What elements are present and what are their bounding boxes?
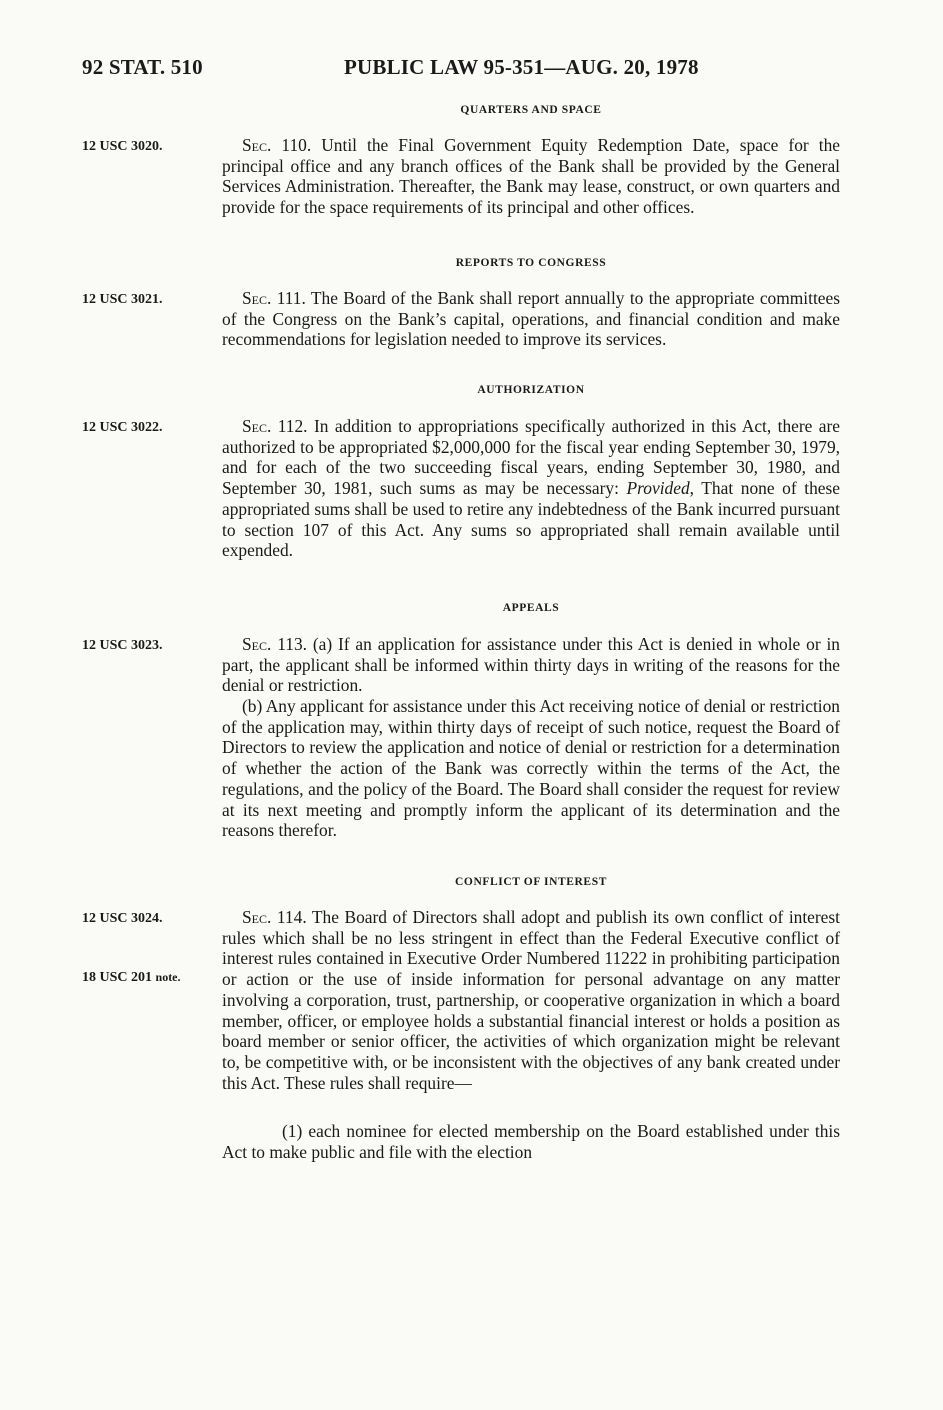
margin-note-sec113: 12 USC 3023. [82,638,163,653]
margin-note-sec112: 12 USC 3022. [82,420,163,435]
section-114-paragraph [222,907,840,1093]
section-113a-text: (a) If an application for assistance under this Act is denied in whole or in part, the applicant shall be informed within thirty days in writing of the reasons for the denial or restriction. [222,634,840,696]
section-111-paragraph [222,288,840,350]
section-110-label: Sec. 110. [242,135,312,155]
section-111-label: Sec. 111. [242,288,306,308]
section-110-text: Until the Final Government Equity Redemption Date, space for the principal office and any branch offices of the Bank shall be provided by the General Services Administration. Thereafter, the Bank may lease, construct, or own quarters and provide for the space requirements of its principal and other offices. [222,135,840,218]
section-113-label: Sec. 113. [242,634,307,654]
heading-quarters-and-space: QUARTERS AND SPACE [460,104,602,116]
section-113a-paragraph [222,634,840,696]
page-header [82,55,842,85]
section-110-paragraph [222,135,840,218]
section-112-paragraph [222,416,840,561]
section-113b-paragraph: (b) Any applicant for assistance under this Act receiving notice of denial or restriction of the application may, within thirty days of receipt of such notice, request the Board of Directors to review the application and notice of denial or restriction for a determination of whether the action of the Bank was correctly within the terms of the Act, the regulations, and the policy of the Board. The Board shall consider the request for review at its next meeting and promptly inform the applicant of its determination and the reasons therefor. [222,696,840,841]
heading-authorization: AUTHORIZATION [477,384,585,396]
heading-conflict-of-interest: CONFLICT OF INTEREST [455,876,607,888]
stat-page-number: 92 STAT. 510 [82,55,203,79]
section-114-text: The Board of Directors shall adopt and publish its own conflict of interest rules which shall be no less stringent in effect than the Federal Executive conflict of interest rules contained in Executive Order Numbered 11222 in prohibiting participation or action or the use of inside information for personal advantage on any matter involving a corporation, trust, partnership, or cooperative organization in which a board member, officer, or employee holds a substantial financial interest or holds a position as board member or senior officer, the activities of which organization might be relevant to, be competitive with, or be inconsistent with the objectives of any bank created under this Act. These rules shall require— [222,907,841,1093]
law-title: PUBLIC LAW 95-351—AUG. 20, 1978 [344,55,699,79]
section-114-item-1 [222,1121,840,1162]
margin-note-eo-ref [82,970,181,986]
section-112-label: Sec. 112. [242,416,308,436]
margin-note-sec110: 12 USC 3020. [82,139,163,154]
margin-note-sec114: 12 USC 3024. [82,911,163,926]
margin-note-sec111: 12 USC 3021. [82,292,163,307]
margin-note-eo-ref-suffix: note. [155,970,181,984]
section-112-text-before: In addition to appropriations specifically authorized in this Act, there are authorized to be appropriated $2,000,000 for the fiscal year ending September 30, 1979, and for each of the two succeeding fiscal years, ending September 30, 1980, and September 30, 1981, such sums as may be necessary: [222,416,841,499]
heading-reports-to-congress: REPORTS TO CONGRESS [455,257,607,269]
heading-appeals: APPEALS [502,602,560,614]
section-111-text: The Board of the Bank shall report annually to the appropriate committees of the Congress on the Bank’s capital, operations, and financial condition and make recommendations for legislation needed to improve its services. [222,288,840,350]
section-112-provided: Provided [626,478,690,499]
section-114-label: Sec. 114. [242,907,307,927]
section-112-text-after: , That none of these appropriated sums shall be used to retire any indebtedness of the Bank incurred pursuant to section 107 of this Act. Any sums so appropriated shall remain available until expended. [222,478,840,561]
margin-note-eo-ref-main: 18 USC 201 [82,970,153,985]
section-114-item-1-text: (1) each nominee for elected membership on the Board established under this Act to make public and file with the election [222,1121,840,1162]
